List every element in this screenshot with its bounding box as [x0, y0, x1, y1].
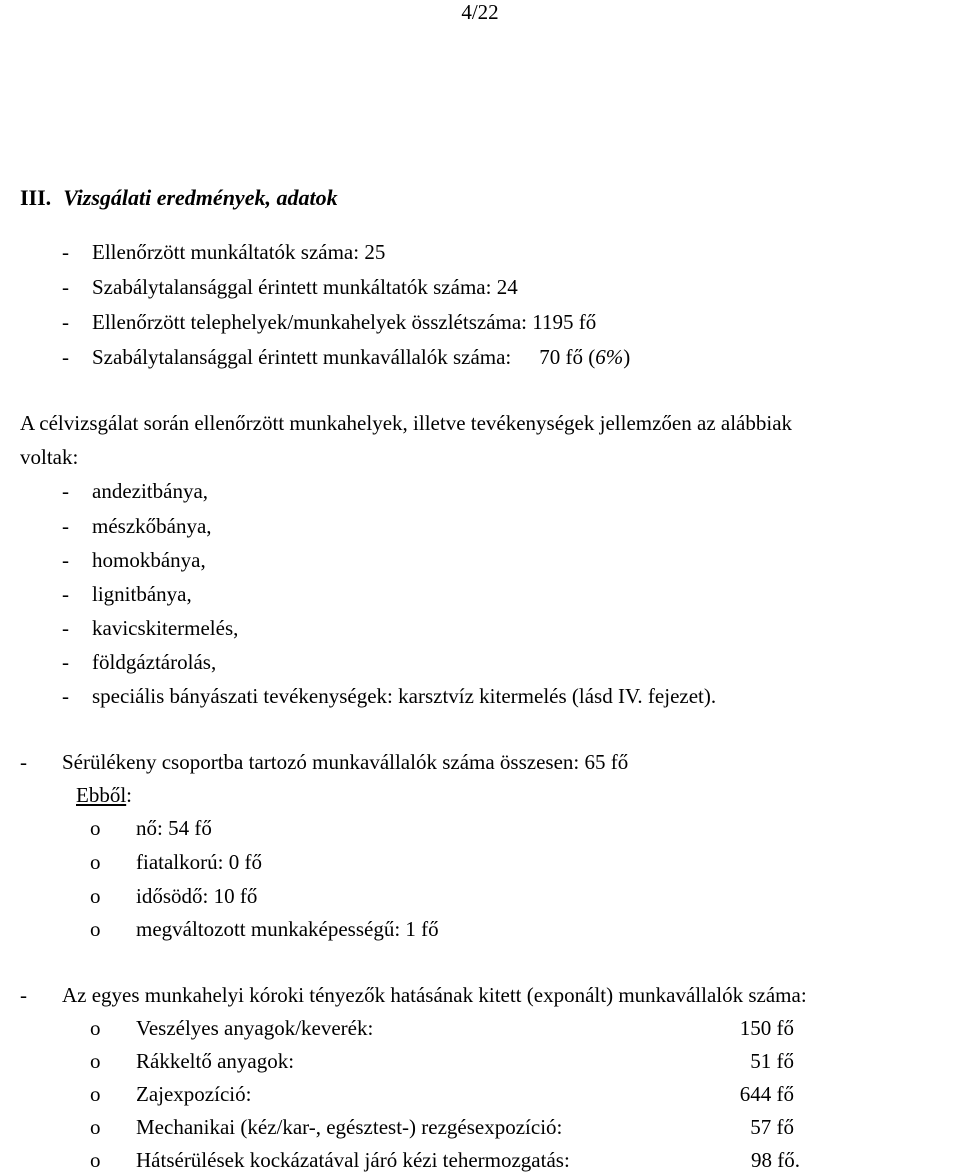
activity-item	[62, 514, 212, 538]
list-dash: -	[62, 310, 69, 334]
activity-text: kavicskitermelés,	[92, 616, 239, 640]
stat-percent: 6%	[595, 345, 624, 369]
vulnerable-item-text: megváltozott munkaképességű: 1 fő	[136, 917, 439, 941]
activity-text: lignitbánya,	[92, 582, 192, 606]
of-which-label	[76, 783, 132, 807]
activity-text: földgáztárolás,	[92, 650, 217, 674]
bullet-circle: o	[90, 1082, 101, 1106]
bullet-circle: o	[90, 816, 101, 840]
intro-line-1: A célvizsgálat során ellenőrzött munkahelyek, illetve tevékenységek jellemzően az alábbiak	[20, 411, 793, 435]
stat-text: Szabálytalansággal érintett munkáltatók száma: 24	[92, 275, 518, 299]
exposure-text: Az egyes munkahelyi kóroki tényezők hatásának kitett (exponált) munkavállalók száma:	[62, 983, 807, 1007]
stat-sites-headcount	[62, 310, 596, 334]
stat-close: )	[623, 345, 631, 369]
list-dash: -	[62, 345, 69, 369]
activity-text: speciális bányászati tevékenységek: karsztvíz kitermelés (lásd IV. fejezet).	[92, 684, 717, 708]
exposure-value: 150 fő	[739, 1016, 794, 1040]
page-number: 4/22	[461, 0, 499, 24]
vulnerable-item-text: idősödő: 10 fő	[136, 884, 258, 908]
section-title: Vizsgálati eredmények, adatok	[63, 185, 338, 210]
stat-text: Ellenőrzött telephelyek/munkahelyek összlétszáma: 1195 fő	[92, 310, 597, 334]
vulnerable-item	[90, 917, 439, 941]
exposure-item	[90, 1082, 251, 1106]
bullet-circle: o	[90, 1016, 101, 1040]
stat-employers-checked	[62, 240, 385, 264]
vulnerable-text: Sérülékeny csoportba tartozó munkavállalók száma összesen: 65 fő	[62, 750, 629, 774]
activity-item	[62, 479, 208, 503]
stat-employers-irregular	[62, 275, 518, 299]
bullet-circle: o	[90, 1049, 101, 1073]
stat-label: Szabálytalansággal érintett munkavállalók száma:	[92, 345, 512, 369]
stat-employees-affected	[62, 345, 630, 369]
exposure-item	[90, 1115, 562, 1139]
of-which-text: Ebből	[76, 783, 127, 807]
activity-text: homokbánya,	[92, 548, 206, 572]
vulnerable-item-text: fiatalkorú: 0 fő	[136, 850, 262, 874]
of-which-colon: :	[126, 783, 133, 807]
vulnerable-item	[90, 884, 257, 908]
activity-item	[62, 684, 716, 708]
list-dash: -	[62, 650, 69, 674]
exposure-value: 98 fő.	[751, 1148, 800, 1172]
section-heading	[20, 186, 338, 210]
list-dash: -	[62, 548, 69, 572]
exposure-label: Veszélyes anyagok/keverék:	[136, 1016, 374, 1040]
list-dash: -	[62, 240, 69, 264]
vulnerable-item-text: nő: 54 fő	[136, 816, 212, 840]
activity-text: andezitbánya,	[92, 479, 209, 503]
stat-text: Ellenőrzött munkáltatók száma: 25	[92, 240, 386, 264]
bullet-circle: o	[90, 1115, 101, 1139]
activity-item	[62, 650, 216, 674]
activity-item	[62, 582, 192, 606]
exposure-value: 57 fő	[750, 1115, 794, 1139]
stat-value: 70 fő (	[539, 345, 596, 369]
exposure-label: Rákkeltő anyagok:	[136, 1049, 295, 1073]
section-number: III.	[20, 185, 52, 210]
activity-item	[62, 548, 206, 572]
list-dash: -	[62, 616, 69, 640]
exposure-value: 644 fő	[739, 1082, 794, 1106]
bullet-circle: o	[90, 884, 101, 908]
vulnerable-item	[90, 850, 262, 874]
exposure-label: Zajexpozíció:	[136, 1082, 252, 1106]
vulnerable-total	[20, 750, 628, 774]
list-dash: -	[62, 684, 69, 708]
activity-item	[62, 616, 238, 640]
activity-text: mészkőbánya,	[92, 514, 212, 538]
bullet-circle: o	[90, 1148, 101, 1172]
bullet-circle: o	[90, 850, 101, 874]
list-dash: -	[20, 983, 27, 1007]
exposure-item	[90, 1049, 294, 1073]
list-dash: -	[20, 750, 27, 774]
list-dash: -	[62, 479, 69, 503]
exposure-item	[90, 1016, 373, 1040]
exposure-item	[90, 1148, 570, 1172]
exposure-value: 51 fő	[750, 1049, 794, 1073]
exposure-label: Mechanikai (kéz/kar-, egésztest-) rezgésexpozíció:	[136, 1115, 563, 1139]
list-dash: -	[62, 514, 69, 538]
bullet-circle: o	[90, 917, 101, 941]
list-dash: -	[62, 275, 69, 299]
intro-line-2: voltak:	[20, 445, 79, 469]
list-dash: -	[62, 582, 69, 606]
vulnerable-item	[90, 816, 212, 840]
exposure-label: Hátsérülések kockázatával járó kézi tehermozgatás:	[136, 1148, 570, 1172]
exposure-intro	[20, 983, 807, 1007]
